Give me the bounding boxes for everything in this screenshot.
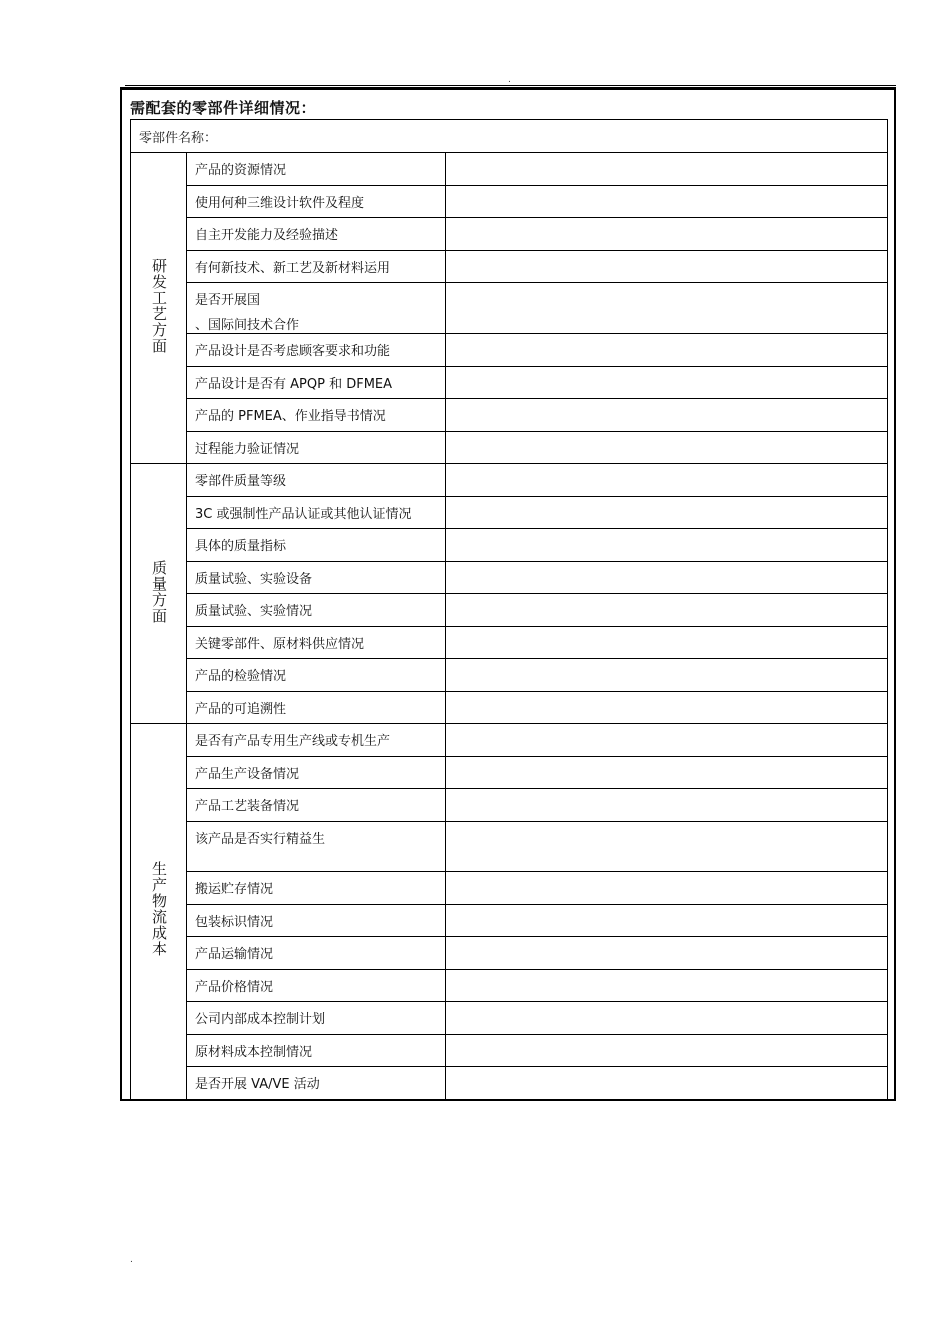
table-row bbox=[131, 594, 888, 627]
table-row bbox=[131, 821, 888, 872]
table-row bbox=[131, 153, 888, 186]
item-label: 3C 或强制性产品认证或其他认证情况 bbox=[187, 496, 446, 529]
item-value-field[interactable] bbox=[446, 821, 888, 872]
item-value-field[interactable] bbox=[446, 399, 888, 432]
section-label bbox=[131, 724, 187, 1100]
item-value-field[interactable] bbox=[446, 691, 888, 724]
item-label: 产品设计是否考虑顾客要求和功能 bbox=[187, 334, 446, 367]
item-label: 产品的 PFMEA、作业指导书情况 bbox=[187, 399, 446, 432]
item-value-field[interactable] bbox=[446, 529, 888, 562]
table-row bbox=[131, 1034, 888, 1067]
table-row bbox=[131, 691, 888, 724]
part-name-field[interactable]: 零部件名称： bbox=[131, 120, 888, 153]
part-name-row bbox=[131, 120, 888, 153]
item-value-field[interactable] bbox=[446, 756, 888, 789]
item-label: 质量试验、实验设备 bbox=[187, 561, 446, 594]
table-row bbox=[131, 561, 888, 594]
item-label: 是否有产品专用生产线或专机生产 bbox=[187, 724, 446, 757]
item-value-field[interactable] bbox=[446, 431, 888, 464]
item-value-field[interactable] bbox=[446, 626, 888, 659]
item-value-field[interactable] bbox=[446, 283, 888, 334]
table-row bbox=[131, 529, 888, 562]
table-row bbox=[131, 185, 888, 218]
item-label: 自主开发能力及经验描述 bbox=[187, 218, 446, 251]
item-value-field[interactable] bbox=[446, 724, 888, 757]
table-row bbox=[131, 334, 888, 367]
item-label: 产品工艺装备情况 bbox=[187, 789, 446, 822]
item-label-line: 、国际间技术合作 bbox=[195, 318, 300, 333]
page-marker-bottom: . bbox=[130, 1255, 133, 1265]
section-title: 生产物流成本 bbox=[150, 861, 168, 958]
item-label bbox=[187, 821, 446, 872]
header-rule bbox=[125, 85, 896, 86]
item-label-line: 该产品是否实行精益生 bbox=[195, 831, 326, 847]
item-value-field[interactable] bbox=[446, 561, 888, 594]
item-value-field[interactable] bbox=[446, 334, 888, 367]
item-label: 关键零部件、原材料供应情况 bbox=[187, 626, 446, 659]
parts-detail-table bbox=[130, 119, 888, 1100]
item-label: 产品的可追溯性 bbox=[187, 691, 446, 724]
table-row bbox=[131, 1002, 888, 1035]
item-label: 产品生产设备情况 bbox=[187, 756, 446, 789]
table-row bbox=[131, 431, 888, 464]
table-row bbox=[131, 756, 888, 789]
item-label: 产品设计是否有 APQP 和 DFMEA bbox=[187, 366, 446, 399]
item-label bbox=[187, 283, 446, 334]
item-label: 具体的质量指标 bbox=[187, 529, 446, 562]
item-value-field[interactable] bbox=[446, 969, 888, 1002]
item-value-field[interactable] bbox=[446, 904, 888, 937]
section-label bbox=[131, 464, 187, 724]
item-label-line: 是否开展国 bbox=[195, 293, 261, 308]
item-label: 产品的资源情况 bbox=[187, 153, 446, 186]
table-row bbox=[131, 250, 888, 283]
table-row bbox=[131, 937, 888, 970]
item-value-field[interactable] bbox=[446, 185, 888, 218]
item-value-field[interactable] bbox=[446, 659, 888, 692]
item-label: 是否开展 VA/VE 活动 bbox=[187, 1067, 446, 1100]
item-value-field[interactable] bbox=[446, 464, 888, 497]
table-row bbox=[131, 1067, 888, 1100]
table-row bbox=[131, 626, 888, 659]
page-marker-top: . bbox=[508, 75, 511, 85]
item-label: 过程能力验证情况 bbox=[187, 431, 446, 464]
item-label: 质量试验、实验情况 bbox=[187, 594, 446, 627]
form-heading: 需配套的零部件详细情况： bbox=[130, 99, 317, 117]
item-value-field[interactable] bbox=[446, 872, 888, 905]
item-value-field[interactable] bbox=[446, 218, 888, 251]
table-row bbox=[131, 789, 888, 822]
section-title: 质量方面 bbox=[150, 559, 168, 624]
item-label: 产品的检验情况 bbox=[187, 659, 446, 692]
item-value-field[interactable] bbox=[446, 1002, 888, 1035]
item-value-field[interactable] bbox=[446, 153, 888, 186]
table-row bbox=[131, 218, 888, 251]
table-row bbox=[131, 724, 888, 757]
table-row bbox=[131, 399, 888, 432]
item-value-field[interactable] bbox=[446, 1034, 888, 1067]
item-label: 零部件质量等级 bbox=[187, 464, 446, 497]
table-row bbox=[131, 496, 888, 529]
table-row bbox=[131, 366, 888, 399]
item-label: 有何新技术、新工艺及新材料运用 bbox=[187, 250, 446, 283]
item-value-field[interactable] bbox=[446, 937, 888, 970]
section-label bbox=[131, 153, 187, 464]
item-label: 公司内部成本控制计划 bbox=[187, 1002, 446, 1035]
table-row bbox=[131, 464, 888, 497]
item-label: 产品运输情况 bbox=[187, 937, 446, 970]
item-value-field[interactable] bbox=[446, 789, 888, 822]
item-label: 搬运贮存情况 bbox=[187, 872, 446, 905]
table-row bbox=[131, 659, 888, 692]
item-value-field[interactable] bbox=[446, 594, 888, 627]
item-label: 产品价格情况 bbox=[187, 969, 446, 1002]
table-row bbox=[131, 283, 888, 334]
table-row bbox=[131, 872, 888, 905]
section-title: 研发工艺方面 bbox=[150, 258, 168, 354]
item-label: 原材料成本控制情况 bbox=[187, 1034, 446, 1067]
table-row bbox=[131, 969, 888, 1002]
item-value-field[interactable] bbox=[446, 1067, 888, 1100]
table-row bbox=[131, 904, 888, 937]
item-value-field[interactable] bbox=[446, 366, 888, 399]
item-label: 使用何种三维设计软件及程度 bbox=[187, 185, 446, 218]
item-label: 包装标识情况 bbox=[187, 904, 446, 937]
item-value-field[interactable] bbox=[446, 250, 888, 283]
item-value-field[interactable] bbox=[446, 496, 888, 529]
